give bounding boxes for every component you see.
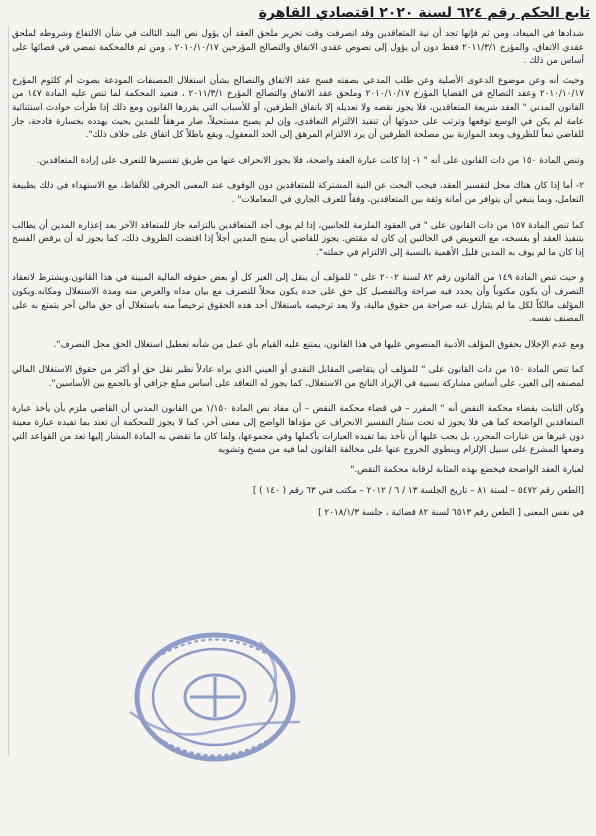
paragraph-moral-rights: ومع عدم الإخلال بحقوق المؤلف الأدبية المنصوص عليها في هذا القانون، يمتنع عليه القيام بأي عمل من شأنه تعطيل استغلال الحق محل التصرف".: [53, 339, 584, 350]
paragraph-article-150-1: وتنص المادة ١٥٠ من ذات القانون على أنه " ١- إذا كانت عبارة العقد واضحة، فلا يجوز الانحراف عنها من طريق تفسيرها للتعرف على إرادة المتعاقدين.: [36, 155, 584, 166]
paragraph-cassation-end: لعبارة العقد الواضحة فيخضع بهذه المثابة لرقابة محكمة النقض.": [350, 464, 584, 475]
paragraph-article-147: وحيث أنه وعن موضوع الدعوى الأصلية وعن طلب المدعي بصفته فسخ عقد الاتفاق والتصالح بشأن استغلال المصنفات المودعة بصوت أم كلثوم المؤرخ ٢٠١٠/١٠/١٧ وعقد التصالح في القضايا المؤرخ ٢٠١٠/١٠/١٧ وملحق عقد الاتفاق والتصالح المؤرخ ٢٠١١/٣/١ ، فتعيد المحكمة لما تنص عليه المادة ١٤٧ من القانون المدني " العقد شريعة المتعاقدين، فلا يجوز نقضه ولا تعديله إلا باتفاق الطرفين، أو للأسباب التي يقررها القانون ومع ذلك إذا طرأت حوادث استثنائية عامة لم يكن في الوسع توقعها وترتب على حدوثها أن تنفيذ الالتزام التعاقدي، وإن لم يصبح مستحيلاً، صار مرهقاً للمدين بحيث يهدده بخسارة فادحة، جاز للقاضي تبعاً للظروف وبعد الموازنة بين مصلحة الطرفين أن يرد الالتزام المرهق إلى الحد المعقول، ويقع باطلاً كل اتفاق على خلاف ذلك".: [12, 75, 584, 141]
paragraph-article-150-copyright: كما تنص المادة ١٥٠ من ذات القانون على " للمؤلف أن يتقاضى المقابل النقدي أو العيني الذي يراه عادلاً نظير نقل حق أو أكثر من حقوق الاستغلال المالي لمصنفه إلى الغير، على أساس مشاركة نسبية في الإيراد الناتج من الاستغلال، كما يجوز له التعاقد على أساس مبلغ جزافي أو بالجمع بين الأساسين".: [12, 365, 584, 389]
paragraph-article-150-2: ٢- أما إذا كان هناك محل لتفسير العقد، فيجب البحث عن النية المشتركة للمتعاقدين دون الوقوف عند المعنى الحرفي للألفاظ، مع الاستهداء في ذلك بطبيعة التعامل، وبما ينبغي أن يتوافر من أمانة وثقة بين المتعاقدين، وفقاً للعرف الجاري في المعاملات" .: [12, 181, 584, 205]
citation-secondary: في نفس المعنى [ الطعن رقم ٦٥١٣ لسنة ٨٢ قضائية ، جلسة ٢٠١٨/١/٣ ]: [318, 508, 584, 519]
citation-main: [الطعن رقم ٥٤٧٢ – لسنة ٨١ – تاريخ الجلسة ١٣ / ٦ / ٢٠١٢ – مكتب فني ٦٣ رقم ( ١٤٠ ) ]: [252, 486, 584, 497]
court-seal-icon: [110, 612, 320, 782]
document-body: [12, 28, 584, 527]
paragraph-article-149: و حيث تنص المادة ١٤٩ من القانون رقم ٨٢ لسنة ٢٠٠٢ على " للمؤلف أن ينقل إلى الغير كل أو بعض حقوقه المالية المبينة في هذا القانون.ويشترط لانعقاد التصرف أن يكون مكتوباً وأن يحدد فيه صراحة وبالتفصيل كل حق على حده يكون محلاً للتصرف مع بيان مداه والغرض منه ومدة الاستغلال ومكانه.ويكون المؤلف مالكاً لكل ما لم يتنازل عنه صراحة من حقوق مالية، ولا يعد ترخيصه باستغلال أحد هذه الحقوق ترخيصاً منه باستغلال أي حق مالي آخر يتمتع به على المصنف نفسه.: [12, 273, 584, 325]
document-title: تابع الحكم رقم ٦٢٤ لسنة ٢٠٢٠ اقتصادي القاهرة: [258, 5, 590, 21]
paragraph-article-157: كما تنص المادة ١٥٧ من ذات القانون على " في العقود الملزمة للجانبين، إذا لم يوف أحد المتعاقدين بالتزامه جاز للمتعاقد الآخر بعد إعذاره المدين أن يطالب بتنفيذ العقد أو بفسخه، مع التعويض في الحالتين إن كان له مقتض. يجوز للقاضي أن يمنح المدين أجلاً إذا اقتضت الظروف ذلك، كما يجوز له أن يرفض الفسخ إذا كان ما لم يوف به المدين قليل الأهمية بالنسبة إلى الالتزام في جملته".: [12, 220, 585, 258]
paragraph-intent: شدادها في الميعاد، ومن ثم فإنها تجد أن نية المتعاقدين وقد انصرفت وقت تحرير ملحق العقد أن يؤول نص البند الثالث في شأن الالتفاع وشروطه لملحق عقدي الاتفاق، والمؤرخ ٢٠١١/٣/١ فقط دون أن يؤول إلى نصوص عقدي الاتفاق والتصالح المؤرخين ٢٠١٠/١٠/١٧ ، ومن ثم فالمحكمة تمضي في قضائها على أساس من ذلك .: [12, 29, 584, 67]
paragraph-cassation: وكان الثابت بقضاء محكمة النقض أنه " المقرر – في قضاء محكمة النقض – أن مفاد نص المادة ١/١٥٠ من القانون المدني أن القاضي ملزم بأن يأخذ عبارة المتعاقدين الواضحة كما هي فلا يجوز له تحت ستار التفسير الانحراف عن مؤداها الواضح إلى معنى آخر، كما لا يجوز للمحكمة أن تعتد بما تفيده عبارة معينة دون غيرها من عبارات المحرر، بل يجب عليها أن تأخذ بما تفيده العبارات بأكملها وفي مجموعها، ولما كان ما تقضي به المادة المشار إليها تعد من القواعد التي وضعها المشرع على سبيل الإلزام وينطوي الخروج عنها على مخالفة القانون لما فيه من مسخ وتشويه: [12, 404, 584, 456]
